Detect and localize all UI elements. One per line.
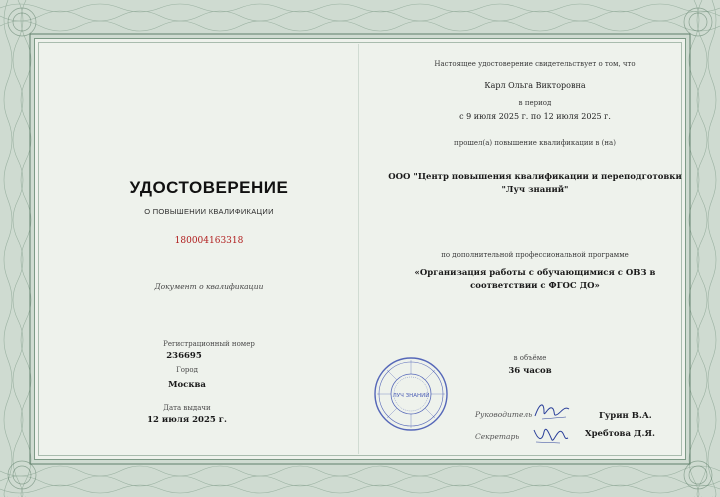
- director-label: Руководитель: [475, 410, 533, 419]
- reg-number-label: Регистрационный номер: [163, 340, 255, 348]
- organization-line-2: "Луч знаний": [501, 185, 569, 195]
- volume: 36 часов: [508, 366, 552, 376]
- reg-number: 236695: [166, 351, 202, 361]
- secretary-label: Секретарь: [475, 432, 520, 441]
- document-number: 180004163318: [174, 236, 244, 246]
- seal-text: ЛУЧ ЗНАНИЙ: [392, 393, 430, 399]
- certifies-text: Настоящее удостоверение свидетельствует о том, что: [434, 60, 636, 68]
- passed-text: прошел(а) повышение квалификации в (на): [454, 139, 616, 147]
- center-divider: [358, 44, 359, 454]
- secretary-name: Хребтова Д.Я.: [585, 429, 655, 439]
- volume-label: в объёме: [513, 354, 547, 362]
- organization-line-1: ООО "Центр повышения квалификации и переподготовки: [388, 172, 682, 182]
- city-label: Город: [176, 366, 198, 374]
- document-subtitle: О ПОВЫШЕНИИ КВАЛИФИКАЦИИ: [144, 207, 274, 216]
- document-title: УДОСТОВЕРЕНИЕ: [129, 178, 289, 197]
- issue-date-label: Дата выдачи: [163, 404, 211, 412]
- secretary-signature: [530, 422, 570, 446]
- holder-name: Карл Ольга Викторовна: [484, 81, 586, 90]
- period: с 9 июля 2025 г. по 12 июля 2025 г.: [459, 112, 611, 121]
- issue-date: 12 июля 2025 г.: [147, 415, 227, 425]
- official-seal: [373, 356, 449, 432]
- document-type: Документ о квалификации: [154, 282, 264, 291]
- program-line-1: «Организация работы с обучающимися с ОВЗ в: [414, 268, 656, 278]
- period-label: в период: [518, 99, 552, 107]
- program-line-2: соответствии с ФГОС ДО»: [470, 281, 600, 291]
- director-name: Гурин В.А.: [599, 411, 652, 421]
- director-signature: [532, 400, 572, 422]
- program-label: по дополнительной профессиональной программе: [441, 251, 629, 259]
- city: Москва: [168, 380, 206, 390]
